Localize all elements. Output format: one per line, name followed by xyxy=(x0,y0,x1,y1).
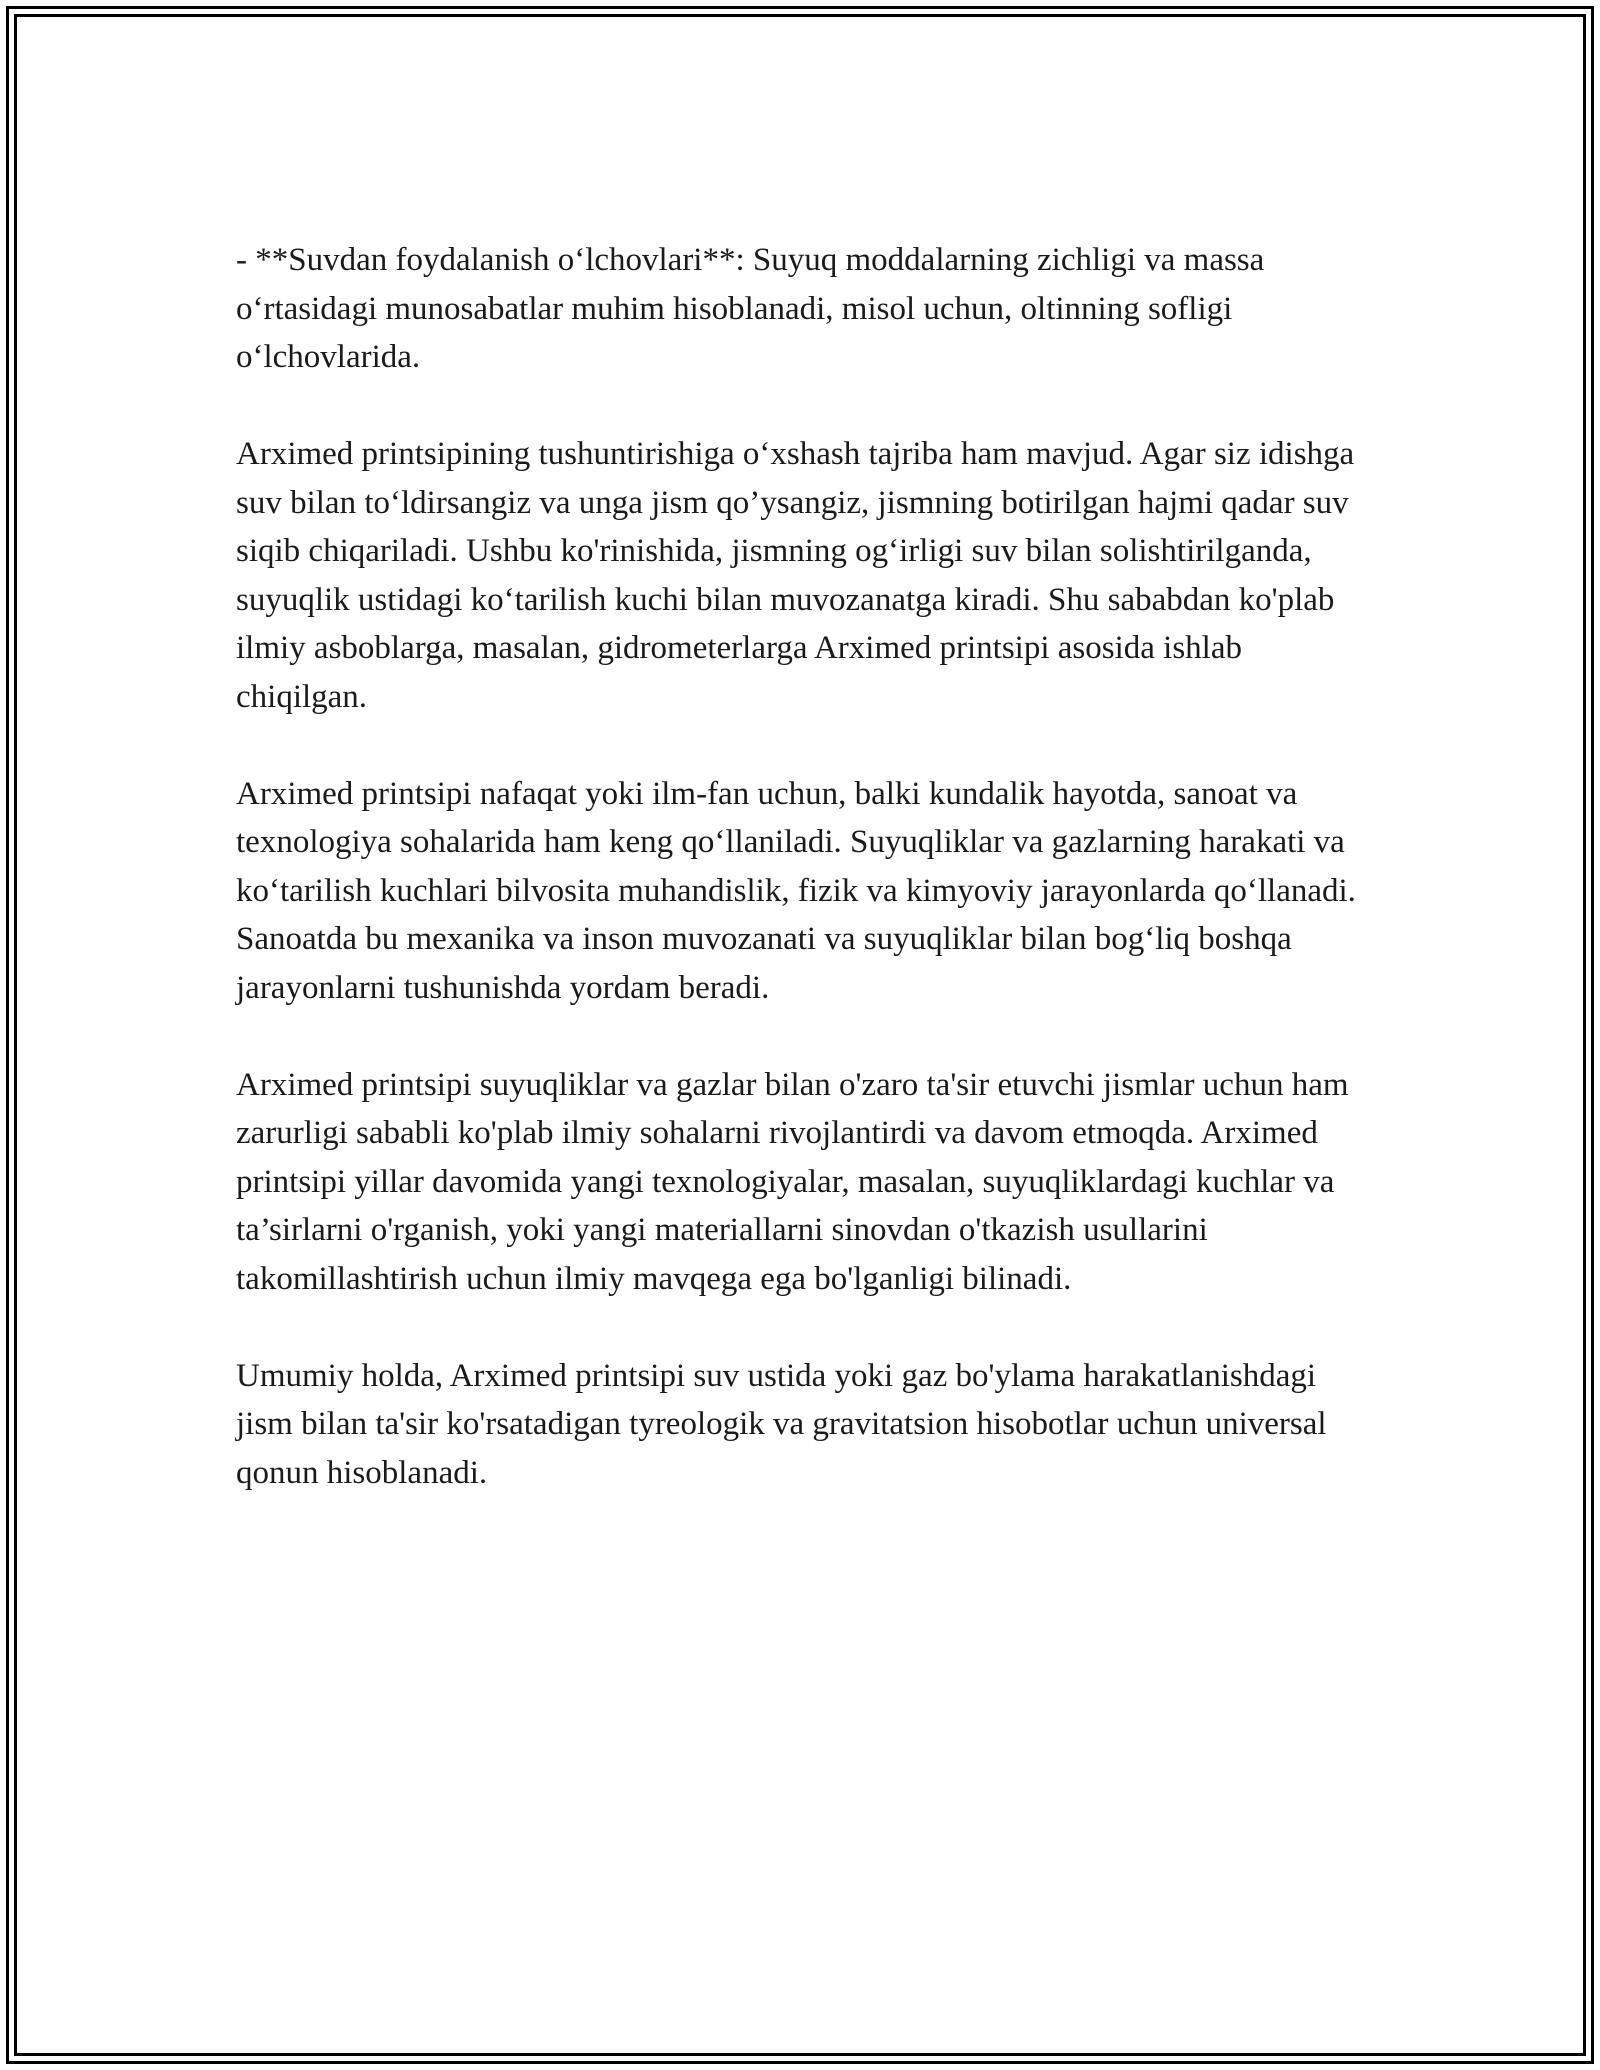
document-body xyxy=(236,236,1376,1546)
paragraph-conclusion: Umumiy holda, Arximed printsipi suv ustida yoki gaz bo'ylama harakatlanishdagi jism bilan ta'sir ko'rsatadigan tyreologik va gravitatsion hisobotlar uchun universal qonun hisoblanadi. xyxy=(236,1357,1327,1491)
paragraph-applications: Arximed printsipi nafaqat yoki ilm-fan uchun, balki kundalik hayotda, sanoat va texnologiya sohalarida ham keng qo‘llaniladi. Suyuqliklar va gazlarning harakati va ko‘tarilish kuchlari bilvosita muhandislik, fizik va kimyoviy jarayonlarda qo‘llanadi. Sanoatda bu mexanika va inson muvozanati va suyuqliklar bilan bog‘liq boshqa jarayonlarni tushunishda yordam beradi. xyxy=(236,775,1356,1006)
paragraph-measurements-bullet: - **Suvdan foydalanish o‘lchovlari**: Suyuq moddalarning zichligi va massa o‘rtasidagi munosabatlar muhim hisoblanadi, misol uchun, oltinning sofligi o‘lchovlarida. xyxy=(236,242,1265,375)
paragraph-experiment: Arximed printsipining tushuntirishiga o‘xshash tajriba ham mavjud. Agar siz idishga suv bilan to‘ldirsangiz va unga jism qo’ysangiz, jismning botirilgan hajmi qadar suv siqib chiqariladi. Ushbu ko'rinishida, jismning og‘irligi suv bilan solishtirilganda, suyuqlik ustidagi ko‘tarilish kuchi bilan muvozanatga kiradi. Shu sababdan ko'plab ilmiy asboblarga, masalan, gidrometerlarga Arximed printsipi asosida ishlab chiqilgan. xyxy=(236,436,1355,715)
paragraph-scientific-fields: Arximed printsipi suyuqliklar va gazlar bilan o'zaro ta'sir etuvchi jismlar uchun ham zarurligi sababli ko'plab ilmiy sohalarni rivojlantirdi va davom etmoqda. Arximed printsipi yillar davomida yangi texnologiyalar, masalan, suyuqliklardagi kuchlar va ta’sirlarni o'rganish, yoki yangi materiallarni sinovdan o'tkazish usullarini takomillashtirish uchun ilmiy mavqega ega bo'lganligi bilinadi. xyxy=(236,1066,1349,1297)
